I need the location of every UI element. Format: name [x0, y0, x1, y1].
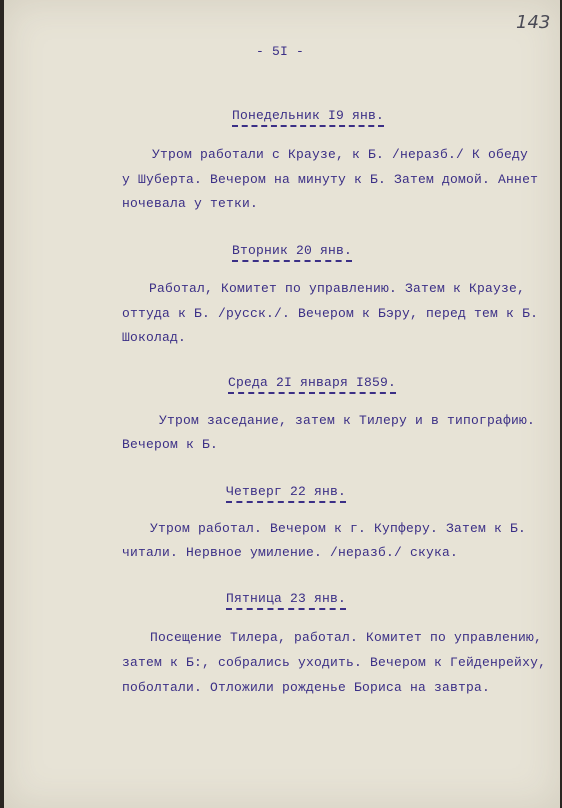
- heading-underline: [232, 125, 384, 127]
- entry-heading: Четверг 22 янв.: [226, 484, 346, 503]
- document-page: [4, 0, 560, 808]
- entry-line: у Шуберта. Вечером на минуту к Б. Затем домой. Аннет: [122, 172, 539, 187]
- folio-number: 143: [516, 12, 551, 33]
- entry-heading: Вторник 20 янв.: [232, 243, 352, 262]
- heading-underline: [226, 501, 346, 503]
- page-number: - 5I -: [256, 44, 305, 59]
- entry-heading: Понедельник I9 янв.: [232, 108, 384, 127]
- heading-underline: [226, 608, 346, 610]
- entry-line: Посещение Тилера, работал. Комитет по управлению,: [150, 630, 543, 645]
- entry-line: Шоколад.: [122, 330, 187, 345]
- entry-line: затем к Б:, собрались уходить. Вечером к Гейденрейху,: [122, 655, 547, 670]
- entry-line: читали. Нервное умиление. /неразб./ скука.: [122, 545, 459, 560]
- heading-underline: [228, 392, 396, 394]
- entry-heading: Пятница 23 янв.: [226, 591, 346, 610]
- heading-underline: [232, 260, 352, 262]
- entry-line: поболтали. Отложили рожденье Бориса на завтра.: [122, 680, 491, 695]
- entry-line: Работал, Комитет по управлению. Затем к Краузе,: [149, 281, 526, 296]
- entry-line: ночевала у тетки.: [122, 196, 259, 211]
- entry-line: Утром работал. Вечером к г. Купферу. Затем к Б.: [150, 521, 527, 536]
- entry-line: Вечером к Б.: [122, 437, 219, 452]
- entry-line: оттуда к Б. /русск./. Вечером к Бэру, перед тем к Б.: [122, 306, 539, 321]
- entry-line: Утром работали с Краузе, к Б. /неразб./ К обеду: [152, 147, 529, 162]
- entry-line: Утром заседание, затем к Тилеру и в типографию.: [159, 413, 536, 428]
- entry-heading: Среда 2I января I859.: [228, 375, 396, 394]
